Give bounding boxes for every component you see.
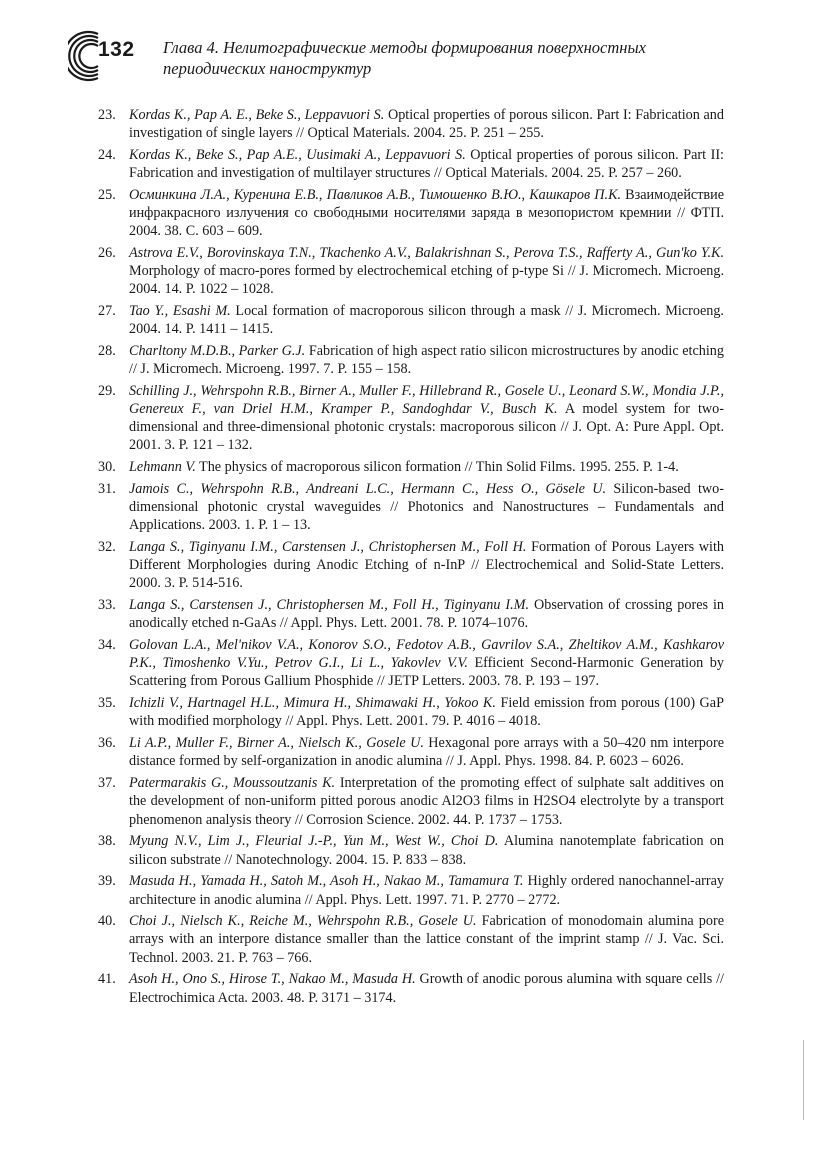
reference-text: A model system for two-dimensional and three-dimensional photonic crystals: macroporous silicon // J. Opt. A: Pure Appl. Opt. 2001. 3. P. 121 – 132.	[129, 401, 725, 454]
reference-item	[98, 458, 724, 476]
reference-authors: Осминкина Л.А., Куренина Е.В., Павликов А.В., Тимошенко В.Ю., Кашкаров П.К.	[129, 186, 622, 203]
reference-number: 41.	[98, 971, 116, 988]
reference-number: 32.	[98, 539, 116, 556]
reference-item	[98, 970, 724, 1006]
reference-authors: Jamois C., Wehrspohn R.B., Andreani L.C., Hermann C., Hess O., Gösele U.	[129, 481, 607, 498]
reference-number: 35.	[98, 695, 116, 712]
reference-item	[98, 480, 724, 534]
reference-authors: Langa S., Tiginyanu I.M., Carstensen J., Christophersen M., Foll H.	[129, 539, 527, 556]
reference-authors: Schilling J., Wehrspohn R.B., Birner A., Muller F., Hillebrand R., Gosele U., Leonard S.W., Mondia J.P., Genereux F., van Driel H.M., Kramper P., Sandoghdar V., Busch K.	[129, 383, 724, 418]
reference-item	[98, 832, 724, 868]
reference-number: 34.	[98, 637, 116, 654]
reference-text: Optical properties of porous silicon. Part II: Fabrication and investigation of multilayer structures // Optical Materials. 2004. 25. P. 257 – 260.	[129, 146, 724, 182]
reference-item	[98, 774, 724, 828]
reference-list	[98, 106, 724, 1010]
reference-item	[98, 734, 724, 770]
reference-item	[98, 106, 724, 142]
reference-item	[98, 636, 724, 690]
reference-authors: Kordas K., Pap A. E., Beke S., Leppavuori S.	[129, 107, 385, 123]
reference-text: Efficient Second-Harmonic Generation by Scattering from Porous Gallium Phosphide // JETP Letters. 2003. 78. P. 193 – 197.	[129, 655, 724, 690]
reference-text: Local formation of macroporous silicon through a mask // J. Micromech. Microeng. 2004. 14. P. 1411 – 1415.	[129, 303, 724, 338]
chapter-title-line1: Глава 4. Нелитографические методы формирования поверхностных	[163, 38, 646, 57]
reference-number: 29.	[98, 383, 116, 400]
reference-number: 39.	[98, 873, 116, 890]
reference-number: 26.	[98, 245, 116, 262]
reference-authors: Asoh H., Ono S., Hirose T., Nakao M., Masuda H.	[129, 971, 416, 988]
reference-number: 37.	[98, 775, 116, 792]
reference-number: 33.	[98, 597, 116, 614]
reference-item	[98, 694, 724, 730]
reference-authors: Ichizli V., Hartnagel H.L., Mimura H., Shimawaki H., Yokoo K.	[129, 695, 496, 712]
reference-item	[98, 912, 724, 966]
reference-text: Взаимодействие инфракрасного излучения со свободными носителями заряда в мезопористом кремнии // ФТП. 2004. 38. С. 603 – 609.	[129, 186, 724, 240]
reference-authors: Choi J., Nielsch K., Reiche M., Wehrspohn R.B., Gosele U.	[129, 913, 477, 930]
reference-text: Hexagonal pore arrays with a 50–420 nm interpore distance formed by self-organization in anodic alumina // J. Appl. Phys. 1998. 84. P. 6023 – 6026.	[129, 735, 724, 770]
reference-text: Formation of Porous Layers with Different Morphologies during Anodic Etching of n-InP // Electrochemical and Solid-State Letters. 2000. 3. P. 514-516.	[129, 539, 724, 592]
reference-authors: Astrova E.V., Borovinskaya T.N., Tkachenko A.V., Balakrishnan S., Perova T.S., Rafferty A., Gun'ko Y.K.	[129, 245, 724, 262]
reference-text: The physics of macroporous silicon formation // Thin Solid Films. 1995. 255. P. 1-4.	[195, 459, 679, 476]
reference-number: 25.	[98, 186, 116, 203]
chapter-title-line2: периодических наноструктур	[163, 59, 372, 78]
reference-authors: Charltony M.D.B., Parker G.J.	[129, 343, 306, 360]
reference-number: 23.	[98, 107, 116, 123]
reference-number: 36.	[98, 735, 116, 752]
reference-item	[98, 146, 724, 182]
reference-authors: Masuda H., Yamada H., Satoh M., Asoh H., Nakao M., Tamamura T.	[129, 873, 524, 890]
reference-number: 30.	[98, 459, 116, 476]
reference-authors: Patermarakis G., Moussoutzanis K.	[129, 775, 336, 792]
reference-item	[98, 244, 724, 298]
reference-authors: Tao Y., Esashi M.	[129, 303, 231, 320]
reference-text: Fabrication of high aspect ratio silicon microstructures by anodic etching // J. Micromech. Microeng. 1997. 7. P. 155 – 158.	[129, 343, 724, 378]
reference-text: Silicon-based two-dimensional photonic crystal waveguides // Photonics and Nanostructures – Fundamentals and Applications. 2003. 1. P. 1 – 13.	[129, 481, 724, 534]
reference-number: 28.	[98, 343, 116, 360]
reference-text: Observation of crossing pores in anodically etched n-GaAs // Appl. Phys. Lett. 2001. 78. P. 1074–1076.	[129, 597, 724, 632]
reference-text: Field emission from porous (100) GaP with modified morphology // Appl. Phys. Lett. 2001. 79. P. 4016 – 4018.	[129, 695, 724, 730]
reference-text: Fabrication of monodomain alumina pore arrays with an interpore distance smaller than the lattice constant of the imprint stamp // J. Vac. Sci. Technol. 2003. 21. P. 763 – 766.	[129, 913, 724, 966]
reference-authors: Myung N.V., Lim J., Fleurial J.-P., Yun M., West W., Choi D.	[129, 833, 499, 850]
reference-authors: Golovan L.A., Mel'nikov V.A., Konorov S.O., Fedotov A.B., Gavrilov S.A., Zheltikov A.M., Kashkarov P.K., Timoshenko V.Yu., Petrov G.I., Li L., Yakovlev V.V.	[129, 637, 724, 672]
reference-authors: Li A.P., Muller F., Birner A., Nielsch K., Gosele U.	[129, 735, 424, 752]
reference-text: Optical properties of porous silicon. Part I: Fabrication and investigation of single layers // Optical Materials. 2004. 25. P. 251 – 255.	[129, 107, 724, 142]
reference-authors: Kordas K., Beke S., Pap A.E., Uusimaki A., Leppavuori S.	[129, 146, 466, 163]
reference-text: Interpretation of the promoting effect of sulphate salt additives on the development of non-uniform pitted porous anodic Al2O3 films in H2SO4 electrolyte by a transport phenomenon analysis theory // Corrosion Science. 2002. 44. P. 1737 – 1753.	[129, 775, 724, 828]
page-header	[68, 28, 768, 88]
margin-mark	[803, 1040, 804, 1120]
reference-number: 27.	[98, 303, 116, 320]
reference-item	[98, 596, 724, 632]
chapter-title	[163, 37, 763, 79]
reference-authors: Lehmann V.	[129, 459, 196, 476]
reference-number: 38.	[98, 833, 116, 850]
page-number: 132	[98, 38, 135, 61]
reference-authors: Langa S., Carstensen J., Christophersen M., Foll H., Tiginyanu I.M.	[129, 597, 530, 614]
reference-text: Highly ordered nanochannel-array architecture in anodic alumina // Appl. Phys. Lett. 1997. 71. P. 2770 – 2772.	[129, 873, 724, 908]
reference-text: Alumina nanotemplate fabrication on silicon substrate // Nanotechnology. 2004. 15. P. 833 – 838.	[129, 833, 724, 868]
reference-item	[98, 186, 724, 240]
reference-item	[98, 538, 724, 592]
reference-item	[98, 342, 724, 378]
reference-number: 40.	[98, 913, 116, 930]
reference-text: Morphology of macro-pores formed by electrochemical etching of p-type Si // J. Micromech. Microeng. 2004. 14. P. 1022 – 1028.	[129, 263, 724, 298]
reference-item	[98, 872, 724, 908]
reference-item	[98, 302, 724, 338]
reference-item	[98, 382, 724, 454]
reference-number: 24.	[98, 146, 116, 163]
reference-number: 31.	[98, 481, 116, 498]
reference-text: Growth of anodic porous alumina with square cells // Electrochimica Acta. 2003. 48. P. 3171 – 3174.	[129, 971, 724, 1006]
